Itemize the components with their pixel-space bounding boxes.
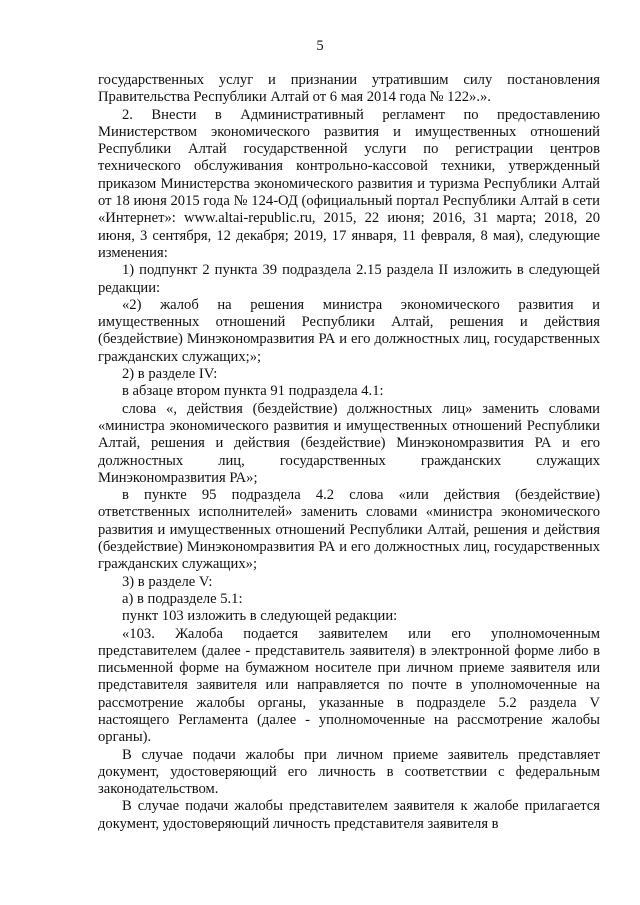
- document-body: [98, 72, 600, 833]
- paragraph-quote-subpoint-2: «2) жалоб на решения министра экономического развития и имущественных отношений Республики Алтай, решения и действия (бездействие) Минэкономразвития РА и его должностных лиц, государственных гражданских служащих;»;: [98, 296, 600, 365]
- paragraph-personal-reception: В случае подачи жалобы при личном приеме заявитель представляет документ, удостоверяющий его личность в соответствии с федеральным законодательством.: [98, 746, 600, 798]
- paragraph-clause-103-intro: пункт 103 изложить в следующей редакции:: [122, 608, 398, 625]
- paragraph-representative: В случае подачи жалобы представителем заявителя к жалобе прилагается документ, удостоверяющий личность представителя заявителя в: [98, 798, 600, 832]
- paragraph-item-2: 2. Внести в Административный регламент по предоставлению Министерством экономического развития и имущественных отношений Республики Алтай государственной услуги по регистрации центров технического обслуживания контрольно-кассовой техники, утвержденный приказом Министерства экономического развития и туризма Республики Алтай от 18 июня 2015 года № 124-ОД (официальный портал Республики Алтай в сети «Интернет»: www.altai-republic.ru, 2015, 22 июня; 2016, 31 марта; 2018, 20 июня, 3 сентября, 12 декабря; 2019, 17 января, 11 февраля, 8 мая), следующие изменения:: [98, 106, 600, 261]
- paragraph-continuation: государственных услуг и признании утратившим силу постановления Правительства Республики Алтай от 6 мая 2014 года № 122».».: [98, 72, 600, 106]
- paragraph-subitem-3: 3) в разделе V:: [122, 573, 213, 590]
- paragraph-clause-95: в пункте 95 подраздела 4.2 слова «или действия (бездействие) ответственных исполнителей» заменить словами «министра экономического развития и имущественных отношений Республики Алтай, решения и действия (бездействие) Минэкономразвития РА и его должностных лиц, государственных гражданских служащих»;: [98, 487, 600, 573]
- paragraph-subitem-2: 2) в разделе IV:: [122, 366, 218, 383]
- paragraph-clause-91: в абзаце втором пункта 91 подраздела 4.1:: [122, 383, 384, 400]
- paragraph-replace-words: слова «, действия (бездействие) должностных лиц» заменить словами «министра экономического развития и имущественных отношений Республики Алтай, решения и действия (бездействие) Минэкономразвития РА и его должностных лиц, государственных гражданских служащих Минэкономразвития РА»;: [98, 400, 600, 486]
- paragraph-subitem-1: 1) подпункт 2 пункта 39 подраздела 2.15 раздела II изложить в следующей редакции:: [98, 262, 600, 296]
- page-number: 5: [316, 38, 324, 54]
- paragraph-clause-103: «103. Жалоба подается заявителем или его уполномоченным представителем (далее - представитель заявителя) в электронной форме либо в письменной форме на бумажном носителе при личном приеме заявителя или представителя заявителя или направляется по почте в уполномоченные на рассмотрение жалобы органы, указанные в подразделе 5.2 раздела V настоящего Регламента (далее - уполномоченные на рассмотрение жалобы органы).: [98, 625, 600, 746]
- paragraph-subsection-5-1: а) в подразделе 5.1:: [122, 590, 243, 607]
